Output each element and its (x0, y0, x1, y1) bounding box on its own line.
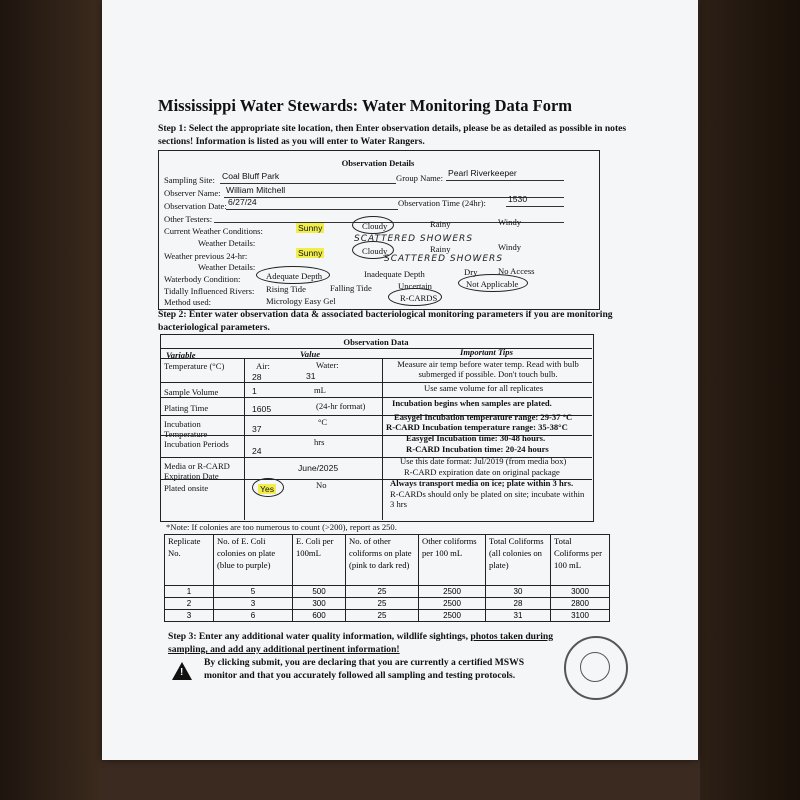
cell-replicate: 3 (165, 610, 214, 622)
tidal-falling[interactable]: Falling Tide (330, 283, 372, 293)
group-name-value[interactable]: Pearl Riverkeeper (448, 168, 517, 178)
incubation-temp-tip1: Easygel Incubation temperature range: 29-37 °C (394, 412, 573, 422)
observation-date-value[interactable]: 6/27/24 (228, 197, 257, 207)
header-replicate-no: Replicate No. (165, 535, 214, 586)
group-name-underline (446, 180, 564, 181)
tidal-uncertain[interactable]: Uncertain (398, 281, 432, 291)
incubation-periods-unit: hrs (314, 437, 325, 447)
method-rcards[interactable]: R-CARDS (400, 293, 438, 303)
declaration-text: By clicking submit, you are declaring that you are currently a certified MSWS monitor and that you accurately followed all sampling and testing protocols. (204, 657, 525, 681)
plating-time-unit: (24-hr format) (316, 401, 366, 411)
page-title: Mississippi Water Stewards: Water Monitoring Data Form (158, 96, 573, 115)
weather-details-label: Weather Details: (198, 238, 256, 248)
method-easygel[interactable]: Micrology Easy Gel (266, 296, 336, 306)
table-row-2 (165, 598, 610, 610)
observation-data-header: Observation Data (343, 337, 409, 347)
plating-time-label: Plating Time (164, 403, 209, 413)
replicates-header-row (165, 535, 610, 586)
plated-tip1: Always transport media on ice; plate within 3 hrs. (390, 478, 574, 488)
plated-no[interactable]: No (316, 480, 327, 490)
sampling-site-underline (220, 183, 396, 184)
waterbody-adequate[interactable]: Adequate Depth (266, 271, 323, 281)
msws-seal-logo (564, 636, 628, 700)
media-tip2: R-CARD expiration date on original package (404, 467, 560, 477)
tidal-label: Tidally Influenced Rivers: (164, 286, 255, 296)
incubation-periods-tip1: Easygel Incubation time: 30-48 hours. (406, 433, 546, 443)
cell-total-colonies[interactable]: 28 (486, 598, 551, 610)
observation-date-label: Observation Date: (164, 201, 227, 211)
rcards-selection-circle (388, 288, 442, 306)
step3-text: Step 3: Enter any additional water quality information, wildlife sightings, (168, 631, 471, 642)
step3-photos-link[interactable]: photos taken during sampling, and add any additional pertinent information! (168, 631, 554, 655)
header-ecoli-colonies: No. of E. Coli colonies on plate (blue to purple) (214, 535, 293, 586)
incubation-temp-label: Incubation Temperature (164, 419, 208, 439)
plating-time-value[interactable]: 1605 (252, 404, 272, 414)
incubation-temp-unit: °C (318, 417, 328, 427)
temp-tip: Measure air temp before water temp. Read with bulb submerged if possible. Don't touch bulb. (397, 359, 579, 379)
header-ecoli-per-100ml: E. Coli per 100mL (293, 535, 346, 586)
weather-prev-label: Weather previous 24-hr: (164, 251, 248, 261)
table-row-1 (165, 586, 610, 598)
observation-time-label: Observation Time (24hr): (398, 198, 486, 208)
sample-volume-label: Sample Volume (164, 387, 219, 397)
warning-exclamation: ! (180, 667, 184, 678)
waterbody-no-access[interactable]: No Access (498, 266, 535, 276)
cell-ecoli-colonies[interactable]: 6 (214, 610, 293, 622)
current-weather-sunny[interactable]: Sunny (298, 223, 323, 233)
sample-volume-unit: mL (314, 385, 326, 395)
incubation-periods-label: Incubation Periods (164, 439, 229, 449)
col-tips: Important Tips (460, 347, 513, 357)
step3-instructions (168, 630, 568, 656)
replicates-table (164, 534, 610, 622)
cell-total-colonies[interactable]: 31 (486, 610, 551, 622)
not-applicable-selection-circle (458, 274, 528, 292)
cell-other-colonies[interactable]: 25 (346, 586, 419, 598)
col-variable: Variable (166, 350, 196, 360)
cell-replicate: 2 (165, 598, 214, 610)
prev-weather-sunny[interactable]: Sunny (298, 248, 323, 258)
observation-details-header: Observation Details (341, 158, 415, 168)
cell-total-per-100ml[interactable]: 3100 (551, 610, 610, 622)
waterbody-label: Waterbody Condition: (164, 274, 241, 284)
header-other-coliforms: No. of other coliforms on plate (pink to dark red) (346, 535, 419, 586)
cell-other-colonies[interactable]: 25 (346, 598, 419, 610)
header-total-coliforms: Total Coliforms (all colonies on plate) (486, 535, 551, 586)
adequate-depth-selection-circle (256, 266, 330, 284)
prev-weather-details-label: Weather Details: (198, 262, 256, 272)
incubation-periods-tip2: R-CARD Incubation time: 20-24 hours (406, 444, 549, 454)
cell-total-per-100ml[interactable]: 2800 (551, 598, 610, 610)
method-label: Method used: (164, 297, 212, 307)
plated-yes-selection-circle (252, 478, 284, 497)
other-testers-label: Other Testers: (164, 214, 213, 224)
cell-ecoli-colonies[interactable]: 5 (214, 586, 293, 598)
observation-date-underline (226, 209, 398, 210)
tidal-rising[interactable]: Rising Tide (266, 284, 306, 294)
cell-total-per-100ml[interactable]: 3000 (551, 586, 610, 598)
seal-emblem-icon (580, 652, 610, 682)
cell-other-per-100ml[interactable]: 2500 (419, 586, 486, 598)
header-total-per-100ml: Total Coliforms per 100 mL (551, 535, 610, 586)
col-value: Value (300, 349, 321, 359)
table-rule (160, 348, 592, 349)
temp-label: Temperature (°C) (164, 361, 225, 371)
form-paper (102, 0, 698, 760)
sample-volume-value[interactable]: 1 (252, 386, 257, 396)
background-table-left (0, 0, 100, 800)
cell-total-colonies[interactable]: 30 (486, 586, 551, 598)
current-weather-label: Current Weather Conditions: (164, 226, 263, 236)
plated-yes[interactable]: Yes (260, 484, 275, 494)
water-label: Water: (316, 360, 339, 370)
cloudy-selection-circle (352, 216, 394, 234)
media-label: Media or R-CARD Expiration Date (164, 461, 230, 481)
sampling-site-label: Sampling Site: (164, 175, 215, 185)
cell-ecoli-per-100ml[interactable]: 300 (293, 598, 346, 610)
prev-weather-cloudy[interactable]: Cloudy (362, 246, 388, 256)
current-weather-rainy[interactable]: Rainy (430, 219, 451, 229)
media-tip1: Use this date format: Jul/2019 (from media box) (400, 456, 567, 466)
group-name-label: Group Name: (396, 173, 444, 183)
prev-weather-rainy[interactable]: Rainy (430, 244, 451, 254)
observer-name-value[interactable]: William Mitchell (226, 185, 286, 195)
air-value[interactable]: 28 (252, 372, 262, 382)
tidal-not-applicable[interactable]: Not Applicable (466, 279, 519, 289)
air-label: Air: (256, 361, 270, 371)
cell-ecoli-per-100ml[interactable]: 500 (293, 586, 346, 598)
waterbody-dry[interactable]: Dry (464, 267, 478, 277)
observer-name-label: Observer Name: (164, 188, 221, 198)
prev-weather-windy[interactable]: Windy (498, 242, 522, 252)
header-other-per-100ml: Other coliforms per 100 mL (419, 535, 486, 586)
sampling-site-value[interactable]: Coal Bluff Park (222, 171, 280, 181)
cell-other-per-100ml[interactable]: 2500 (419, 610, 486, 622)
plated-tip2: R-CARDs should only be plated on site; incubate within 3 hrs (390, 489, 585, 509)
colony-note: *Note: If colonies are too numerous to count (>200), report as 250. (166, 522, 397, 532)
cell-replicate: 1 (165, 586, 214, 598)
media-value[interactable]: June/2025 (298, 463, 339, 473)
step1-instructions: Step 1: Select the appropriate site location, then Enter observation details, please be as detailed as possible in notes sections! Information is listed as you will enter to Water Rangers. (158, 123, 627, 147)
table-row-3 (165, 610, 610, 622)
cell-ecoli-colonies[interactable]: 3 (214, 598, 293, 610)
sample-volume-tip: Use same volume for all replicates (424, 383, 544, 393)
observation-time-underline (506, 206, 564, 207)
incubation-temp-value[interactable]: 37 (252, 424, 262, 434)
observation-time-value[interactable]: 1530 (508, 194, 528, 204)
cell-ecoli-per-100ml[interactable]: 600 (293, 610, 346, 622)
incubation-periods-value[interactable]: 24 (252, 446, 262, 456)
current-weather-cloudy[interactable]: Cloudy (362, 221, 388, 231)
current-weather-windy[interactable]: Windy (498, 217, 522, 227)
prev-weather-details[interactable]: SCATTERED SHOWERS (384, 254, 504, 264)
plated-label: Plated onsite (164, 483, 209, 493)
step2-instructions: Step 2: Enter water observation data & associated bacteriological monitoring parameters if you are monitoring bacteriological parameters. (158, 309, 613, 333)
plating-time-tip: Incubation begins when samples are plated. (392, 398, 552, 408)
waterbody-inadequate[interactable]: Inadequate Depth (364, 269, 425, 279)
cell-other-colonies[interactable]: 25 (346, 610, 419, 622)
incubation-temp-tip2: R-CARD Incubation temperature range: 35-38°C (386, 422, 568, 432)
water-value[interactable]: 31 (306, 371, 316, 381)
background-table-right (700, 0, 800, 800)
current-weather-details[interactable]: SCATTERED SHOWERS (354, 234, 474, 244)
cell-other-per-100ml[interactable]: 2500 (419, 598, 486, 610)
